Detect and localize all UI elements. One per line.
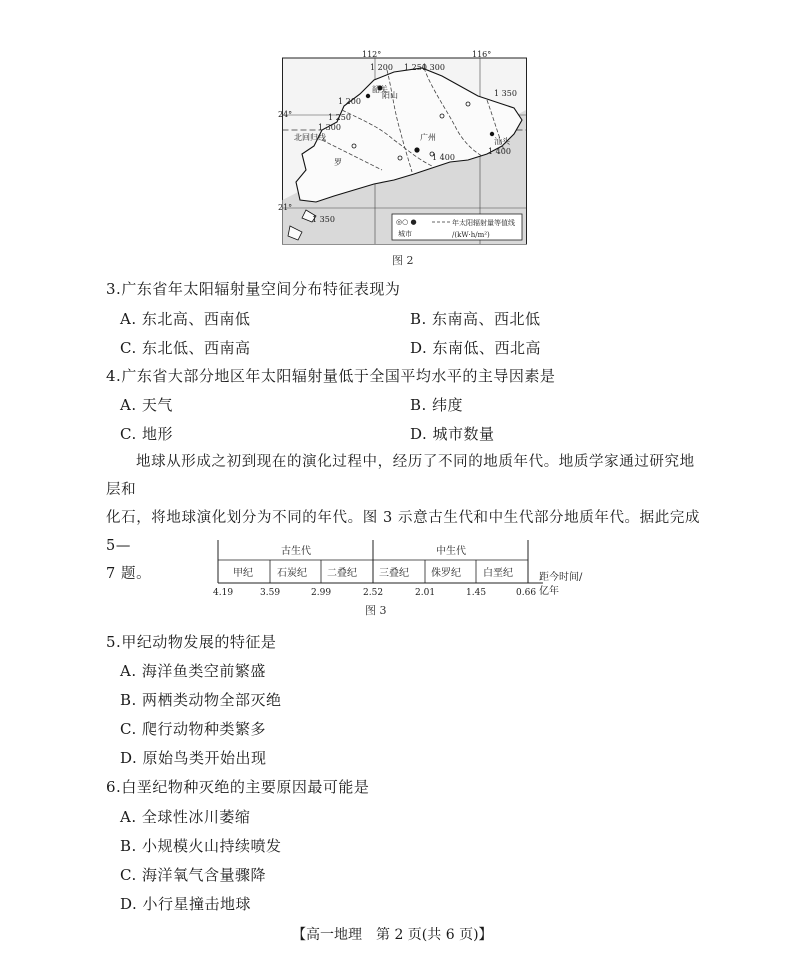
period-label: 白垩纪: [483, 568, 513, 579]
option: A. 全球性冰川萎缩: [120, 808, 251, 826]
isoline-label: 1 250: [404, 63, 427, 72]
question-5: [106, 631, 276, 652]
option: C. 东北低、西南高: [120, 339, 251, 357]
tick-label: 1.45: [466, 588, 487, 598]
lon-label: 116°: [472, 50, 492, 59]
geologic-timeline: [213, 538, 613, 600]
question-number: 3.: [106, 280, 122, 298]
passage-line: 化石，将地球演化划分为不同的年代。图 3 示意古生代和中生代部分地质年代。据此完成 5—: [106, 510, 701, 554]
place-label: 罗: [334, 158, 342, 167]
isoline-label: 1 350: [494, 89, 517, 98]
option: D. 城市数量: [410, 425, 495, 443]
tick-label: 2.01: [415, 588, 436, 598]
question-number: 5.: [106, 633, 122, 651]
lat-label: 21°: [278, 203, 293, 212]
figure2-caption: 图 2: [392, 254, 414, 267]
legend-city-symbol: ◎○ ●: [396, 218, 417, 226]
isoline-label: 1 200: [370, 63, 393, 72]
axis-label: 亿年: [539, 586, 559, 597]
place-label: 韶关: [372, 85, 388, 94]
option: D. 原始鸟类开始出现: [120, 749, 267, 767]
tick-label: 3.59: [260, 588, 281, 598]
option: C. 地形: [120, 425, 173, 443]
era-label: 古生代: [281, 546, 311, 557]
isoline-label: 1 200: [338, 97, 361, 106]
option: B. 两栖类动物全部灭绝: [120, 691, 282, 709]
place-label: 阳山: [382, 91, 398, 100]
question-number: 6.: [106, 778, 122, 796]
option: A. 东北高、西南低: [120, 310, 251, 328]
option: C. 海洋氧气含量骤降: [120, 866, 266, 884]
period-label: 侏罗纪: [431, 568, 461, 579]
legend-line-label: 年太阳辐射量等值线: [452, 219, 515, 227]
option: D. 东南低、西北高: [410, 339, 542, 357]
isoline-label: 1 350: [312, 215, 335, 224]
question-3: [106, 278, 400, 299]
question-text: 广东省年太阳辐射量空间分布特征表现为: [121, 280, 401, 298]
isoline-label: 1 400: [488, 147, 511, 156]
period-label: 二叠纪: [327, 568, 357, 579]
figure3-caption: 图 3: [365, 604, 387, 617]
option: B. 东南高、西北低: [410, 310, 541, 328]
page-footer: 【高一地理 第 2 页(共 6 页)】: [292, 927, 493, 943]
lat-label: 24°: [278, 110, 293, 119]
tick-label: 2.99: [311, 588, 332, 598]
passage-line: 地球从形成之初到现在的演化过程中，经历了不同的地质年代。地质学家通过研究地层和: [106, 454, 695, 498]
era-label: 中生代: [436, 546, 466, 557]
tick-label: 4.19: [213, 588, 234, 598]
tick-label: 0.66: [516, 588, 537, 598]
isoline-label: 1 300: [422, 63, 445, 72]
question-text: 白垩纪物种灭绝的主要原因最可能是: [121, 778, 370, 796]
place-label: 汕头: [494, 137, 510, 146]
option: B. 小规模火山持续喷发: [120, 837, 282, 855]
question-text: 甲纪动物发展的特征是: [121, 633, 277, 651]
period-label: 甲纪: [233, 568, 253, 579]
legend-unit: /(kW·h/m²): [452, 231, 490, 239]
option: B. 纬度: [410, 396, 464, 414]
option: A. 天气: [120, 396, 173, 414]
option: D. 小行星撞击地球: [120, 895, 252, 913]
passage-line: 7 题。: [106, 566, 152, 582]
lon-label: 112°: [362, 50, 382, 59]
isoline-label: 1 250: [328, 113, 351, 122]
period-label: 三叠纪: [379, 568, 409, 579]
tropic-label: 北回归线: [294, 133, 326, 142]
axis-label: 距今时间/: [539, 572, 583, 583]
question-4: [106, 365, 555, 386]
isoline-label: 1 400: [432, 153, 455, 162]
option: A. 海洋鱼类空前繁盛: [120, 662, 266, 680]
isoline-label: 1 300: [318, 123, 341, 132]
question-number: 4.: [106, 367, 122, 385]
guangdong-solar-radiation-map: [278, 50, 527, 245]
legend-city-label: 城市: [398, 230, 412, 238]
tick-label: 2.52: [363, 588, 384, 598]
place-label: 广州: [420, 133, 436, 142]
option: C. 爬行动物种类繁多: [120, 720, 266, 738]
question-6: [106, 776, 369, 797]
period-label: 石炭纪: [277, 568, 307, 579]
question-text: 广东省大部分地区年太阳辐射量低于全国平均水平的主导因素是: [121, 367, 556, 385]
